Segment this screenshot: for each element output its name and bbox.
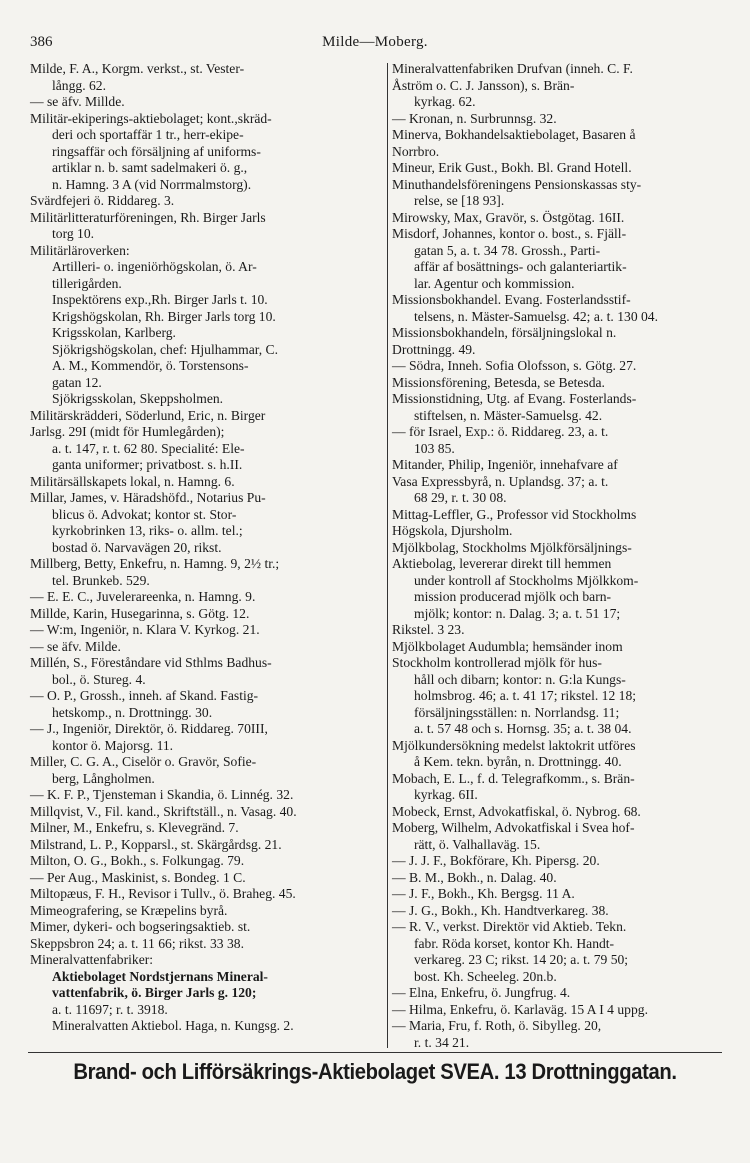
directory-line: — J. F., Bokh., Kh. Bergsg. 11 A.: [392, 886, 575, 901]
directory-line: vattenfabrik, ö. Birger Jarls g. 120;: [52, 985, 257, 1000]
directory-line: — J. J. F., Bokförare, Kh. Pipersg. 20.: [392, 853, 600, 868]
directory-line: holmsbrog. 46; a. t. 41 17; rikstel. 12 18;: [414, 688, 637, 703]
directory-line: — för Israel, Exp.: ö. Riddareg. 23, a. t.: [392, 424, 609, 439]
directory-line: Sjökrigsskolan, Skeppsholmen.: [52, 391, 224, 406]
directory-line: Mineur, Erik Gust., Bokh. Bl. Grand Hotell.: [392, 160, 632, 175]
directory-line: A. M., Kommendör, ö. Torstensons-: [52, 358, 249, 373]
directory-line: Stockholm kontrollerad mjölk för hus-: [392, 655, 602, 670]
directory-line: Krigshögskolan, Rh. Birger Jarls torg 10.: [52, 308, 276, 324]
directory-line: Militärskrädderi, Söderlund, Eric, n. Birger: [30, 407, 266, 423]
directory-line: tel. Brunkeb. 529.: [52, 572, 150, 588]
directory-line: håll och dibarn; kontor: n. G:la Kungs-: [414, 671, 626, 687]
directory-line: ganta uniformer; privatbost. s. h.II.: [52, 457, 243, 472]
directory-line: Högskola, Djursholm.: [392, 523, 513, 538]
directory-line: Aktiebolaget Nordstjernans Mineral-: [52, 968, 268, 984]
directory-line: telsens, n. Mäster-Samuelsg. 42; a. t. 130 04.: [414, 308, 659, 324]
directory-line: gatan 5, a. t. 34 78. Grossh., Parti-: [414, 242, 601, 258]
directory-line: Mobeck, Ernst, Advokatfiskal, ö. Nybrog. 68.: [392, 803, 641, 819]
directory-line: försäljningsställen: n. Norrlandsg. 11;: [414, 704, 620, 720]
directory-line: kyrkag. 62.: [414, 94, 476, 109]
directory-line: tillerigården.: [52, 275, 122, 291]
left-column: [30, 61, 385, 1035]
directory-line: Militärläroverken:: [30, 242, 130, 258]
directory-line: — E. E. C., Juvelerareenka, n. Hamng. 9.: [30, 589, 256, 604]
directory-line: Misdorf, Johannes, kontor o. bost., s. Fjäll-: [392, 226, 627, 241]
directory-line: under kontroll af Stockholms Mjölkkom-: [414, 572, 639, 588]
directory-line: Mjölkbolaget Audumbla; hemsänder inom: [392, 638, 623, 654]
directory-line: Miltopæus, F. H., Revisor i Tullv., ö. Braheg. 45.: [30, 886, 296, 901]
directory-line: Drottningg. 49.: [392, 341, 476, 357]
directory-line: Jarlsg. 29I (midt för Humlegården);: [30, 424, 225, 439]
directory-line: — W:m, Ingeniör, n. Klara V. Kyrkog. 21.: [30, 622, 260, 637]
advert-text: Brand- och Lifförsäkrings-Aktiebolaget SVEA. 13 Drottninggatan.: [73, 1059, 677, 1084]
directory-line: Millén, S., Föreståndare vid Sthlms Badhus-: [30, 655, 272, 670]
directory-line: stiftelsen, n. Mäster-Samuelsg. 42.: [414, 407, 603, 423]
directory-line: — Södra, Inneh. Sofia Olofsson, s. Götg. 27.: [392, 358, 637, 373]
directory-line: Milstrand, L. P., Kopparsl., st. Skärgårdsg. 21.: [30, 836, 282, 852]
right-column: [392, 61, 732, 1051]
directory-line: bostad ö. Narvavägen 20, rikst.: [52, 539, 222, 555]
directory-line: Mirowsky, Max, Gravör, s. Östgötag. 16II.: [392, 209, 625, 225]
directory-line: torg 10.: [52, 226, 95, 241]
directory-line: Militärlitteraturföreningen, Rh. Birger Jarls: [30, 209, 266, 225]
directory-line: Svärdfejeri ö. Riddareg. 3.: [30, 193, 175, 208]
directory-line: rätt, ö. Valhallaväg. 15.: [414, 836, 541, 852]
directory-line: ringsaffär och försäljning af uniforms-: [52, 143, 261, 159]
directory-line: — B. M., Bokh., n. Dalag. 40.: [392, 869, 557, 885]
directory-line: r. t. 34 21.: [414, 1034, 470, 1050]
directory-line: Sjökrigshögskolan, chef: Hjulhammar, C.: [52, 341, 278, 357]
directory-line: — R. V., verkst. Direktör vid Aktieb. Tekn.: [392, 919, 627, 934]
directory-line: Militärsällskapets lokal, n. Hamng. 6.: [30, 473, 235, 489]
directory-line: bost. Kh. Scheeleg. 20n.b.: [414, 968, 557, 984]
directory-line: Missionsbokhandel. Evang. Fosterlandsstif-: [392, 292, 631, 307]
directory-line: relse, se [18 93].: [414, 193, 505, 208]
directory-line: a. t. 11697; r. t. 3918.: [52, 1001, 168, 1017]
directory-line: Militär-ekiperings-aktiebolaget; kont.,skräd-: [30, 110, 272, 126]
directory-line: Milde, F. A., Korgm. verkst., st. Vester-: [30, 61, 245, 76]
directory-line: Mjölkundersökning medelst laktokrit utföres: [392, 737, 636, 753]
directory-line: Rikstel. 3 23.: [392, 622, 465, 637]
directory-line: affär af bosättnings- och galanteriartik-: [414, 259, 627, 274]
directory-line: Åström o. C. J. Jansson), s. Brän-: [392, 77, 575, 93]
directory-line: — K. F. P., Tjensteman i Skandia, ö. Linnég. 32.: [30, 787, 294, 802]
directory-line: Mineralvatten Aktiebol. Haga, n. Kungsg. 2.: [52, 1018, 294, 1033]
directory-line: mjölk; kontor: n. Dalag. 3; a. t. 51 17;: [414, 605, 621, 621]
directory-line: Missionsbokhandeln, försäljningslokal n.: [392, 325, 617, 340]
directory-line: fabr. Röda korset, kontor Kh. Handt-: [414, 935, 615, 951]
page-title: Milde—Moberg.: [322, 34, 428, 50]
footer-advert: [28, 1052, 722, 1085]
directory-line: artiklar n. b. samt sadelmakeri ö. g.,: [52, 160, 248, 175]
directory-line: Millde, Karin, Husegarinna, s. Götg. 12.: [30, 605, 250, 621]
directory-line: Mimeografering, se Kræpelins byrå.: [30, 902, 228, 918]
directory-line: Missionsförening, Betesda, se Betesda.: [392, 374, 605, 390]
directory-line: — se äfv. Millde.: [30, 94, 125, 109]
directory-line: Mitander, Philip, Ingeniör, innehafvare af: [392, 457, 618, 472]
directory-line: — O. P., Grossh., inneh. af Skand. Fastig-: [30, 688, 259, 703]
directory-line: Milner, M., Enkefru, s. Klevegränd. 7.: [30, 820, 239, 835]
directory-line: Miller, C. G. A., Ciselör o. Gravör, Sofie-: [30, 754, 257, 769]
directory-line: — Kronan, n. Surbrunnsg. 32.: [392, 110, 557, 126]
directory-line: kyrkag. 6II.: [414, 787, 478, 802]
directory-line: Missionstidning, Utg. af Evang. Fosterlands-: [392, 391, 637, 406]
directory-line: mission producerad mjölk och barn-: [414, 589, 612, 604]
directory-line: Millar, James, v. Häradshöfd., Notarius Pu-: [30, 490, 266, 505]
directory-line: — J., Ingeniör, Direktör, ö. Riddareg. 70III,: [30, 721, 268, 736]
directory-line: kyrkobrinken 13, riks- o. allm. tel.;: [52, 523, 243, 538]
directory-line: Mineralvattenfabriken Drufvan (inneh. C. F.: [392, 61, 633, 76]
directory-line: Artilleri- o. ingeniörhögskolan, ö. Ar-: [52, 259, 257, 274]
directory-line: Aktiebolag, levererar direkt till hemmen: [392, 556, 612, 571]
directory-line: kontor ö. Majorsg. 11.: [52, 737, 174, 753]
directory-line: 68 29, r. t. 30 08.: [414, 490, 507, 505]
directory-line: Milton, O. G., Bokh., s. Folkungag. 79.: [30, 853, 245, 868]
directory-line: — J. G., Bokh., Kh. Handtverkareg. 38.: [392, 902, 609, 918]
directory-line: Mobach, E. L., f. d. Telegrafkomm., s. Brän-: [392, 770, 635, 786]
directory-line: gatan 12.: [52, 374, 102, 390]
directory-line: Skeppsbron 24; a. t. 11 66; rikst. 33 38.: [30, 935, 244, 951]
directory-line: Millberg, Betty, Enkefru, n. Hamng. 9, 2½ tr.;: [30, 556, 280, 571]
directory-line: Norrbro.: [392, 143, 440, 159]
directory-line: blicus ö. Advokat; kontor st. Stor-: [52, 506, 237, 522]
directory-line: — Per Aug., Maskinist, s. Bondeg. 1 C.: [30, 869, 246, 885]
column-divider: [387, 63, 388, 1048]
directory-line: deri och sportaffär 1 tr., herr-ekipe-: [52, 127, 244, 142]
directory-line: Krigsskolan, Karlberg.: [52, 325, 176, 340]
directory-line: Vasa Expressbyrå, n. Uplandsg. 37; a. t.: [392, 473, 609, 489]
directory-line: Millqvist, V., Fil. kand., Skriftställ., n. Vasag. 40.: [30, 803, 297, 819]
page-number: 386: [30, 34, 53, 50]
directory-line: verkareg. 23 C; rikst. 14 20; a. t. 79 50;: [414, 952, 629, 967]
directory-line: Mittag-Leffler, G., Professor vid Stockholms: [392, 506, 637, 522]
directory-line: bol., ö. Stureg. 4.: [52, 671, 146, 687]
directory-line: a. t. 147, r. t. 62 80. Specialité: Ele-: [52, 440, 245, 456]
directory-line: Mjölkbolag, Stockholms Mjölkförsäljnings-: [392, 539, 632, 555]
directory-line: — Hilma, Enkefru, ö. Karlaväg. 15 A I 4 uppg.: [392, 1001, 648, 1017]
directory-line: Moberg, Wilhelm, Advokatfiskal i Svea hof-: [392, 820, 635, 835]
directory-line: a. t. 57 48 och s. Hornsg. 35; a. t. 38 04.: [414, 721, 632, 736]
directory-line: Mimer, dykeri- och bogseringsaktieb. st.: [30, 919, 251, 934]
directory-line: — Elna, Enkefru, ö. Jungfrug. 4.: [392, 985, 571, 1000]
directory-line: n. Hamng. 3 A (vid Norrmalmstorg).: [52, 176, 252, 192]
directory-line: Minuthandelsföreningens Pensionskassas sty-: [392, 176, 642, 192]
directory-line: Inspektörens exp.,Rh. Birger Jarls t. 10.: [52, 292, 268, 307]
directory-line: Minerva, Bokhandelsaktiebolaget, Basaren å: [392, 127, 636, 142]
directory-line: — se äfv. Milde.: [30, 638, 121, 654]
page-header: [30, 34, 720, 56]
directory-line: 103 85.: [414, 440, 455, 456]
directory-line: långg. 62.: [52, 77, 106, 93]
directory-line: berg, Långholmen.: [52, 770, 155, 786]
directory-line: Mineralvattenfabriker:: [30, 952, 154, 967]
directory-line: hetskomp., n. Drottningg. 30.: [52, 704, 213, 720]
directory-line: — Maria, Fru, f. Roth, ö. Sibylleg. 20,: [392, 1018, 602, 1033]
directory-line: lar. Agentur och kommission.: [414, 275, 575, 291]
directory-line: å Kem. tekn. byrån, n. Drottningg. 40.: [414, 754, 622, 769]
